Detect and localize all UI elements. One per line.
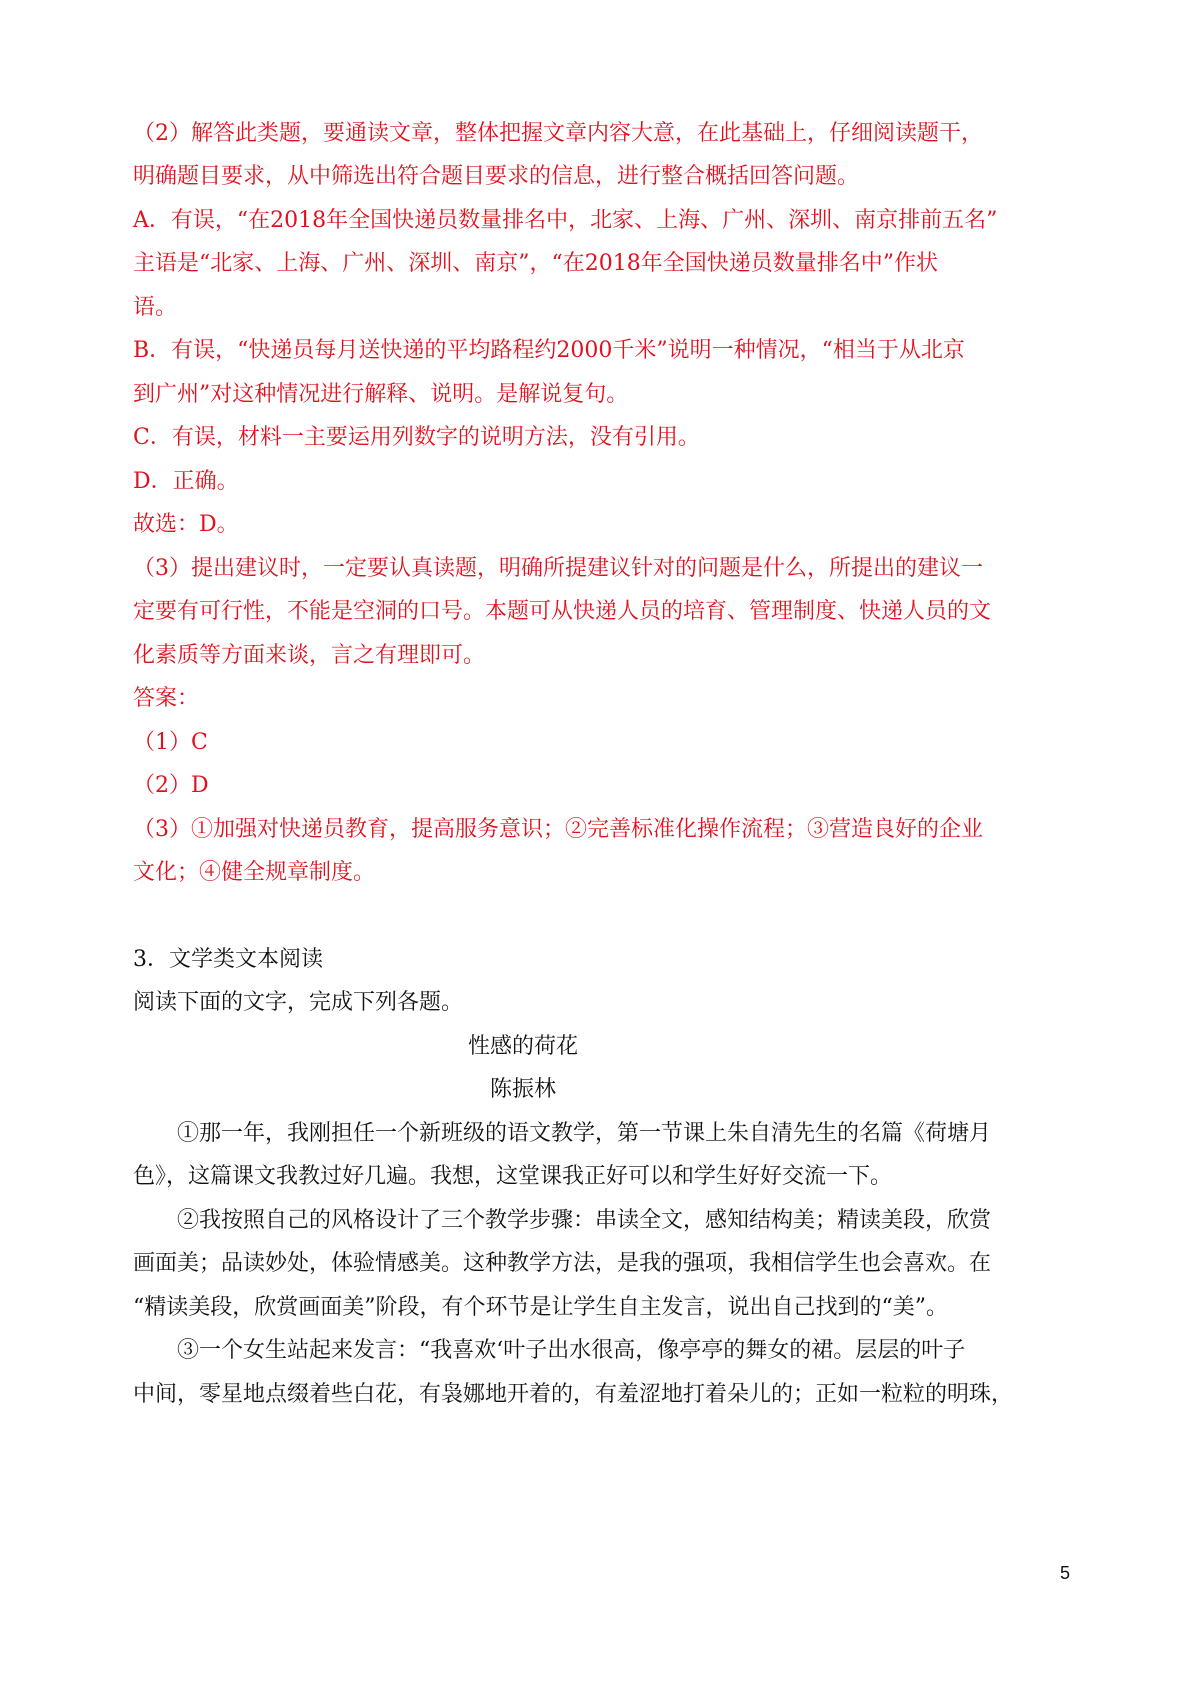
- page-number: 5: [1060, 1563, 1071, 1583]
- essay-title: 性感的荷花: [467, 1034, 578, 1059]
- analysis-q2-line-1: （2）解答此类题，要通读文章，整体把握文章内容大意，在此基础上，仔细阅读题干，: [133, 121, 983, 146]
- analysis-q2-line-2: 明确题目要求，从中筛选出符合题目要求的信息，进行整合概括回答问题。: [133, 164, 860, 189]
- essay-para-2-line-2: 画面美；品读妙处，体验情感美。这种教学方法，是我的强项，我相信学生也会喜欢。在: [133, 1251, 992, 1276]
- analysis-option-b-line-1: B．有误，“快递员每月送快递的平均路程约2000千米”说明一种情况，“相当于从北京: [133, 338, 965, 363]
- essay-para-1-line-2: 色》，这篇课文我教过好几遍。我想，这堂课我正好可以和学生好好交流一下。: [133, 1164, 893, 1189]
- analysis-option-a-line-1: A．有误，“在2018年全国快递员数量排名中，北家、上海、广州、深圳、南京排前五名”: [133, 208, 998, 233]
- analysis-choice: 故选：D。: [133, 512, 239, 537]
- answers-heading: 答案：: [133, 686, 200, 711]
- essay-author: 陈振林: [489, 1077, 556, 1102]
- essay-para-2-line-3: “精读美段，欣赏画面美”阶段，有个环节是让学生自主发言，说出自己找到的“美”。: [133, 1295, 948, 1320]
- answer-1: （1）C: [133, 730, 208, 755]
- essay-para-3-line-1: ③一个女生站起来发言：“我喜欢‘叶子出水很高，像亭亭的舞女的裙。层层的叶子: [133, 1338, 966, 1363]
- answer-3-line-1: （3）①加强对快递员教育，提高服务意识；②完善标准化操作流程；③营造良好的企业: [133, 817, 983, 842]
- analysis-option-a-line-2: 主语是“北家、上海、广州、深圳、南京”，“在2018年全国快递员数量排名中”作状: [133, 251, 938, 276]
- answer-3-line-2: 文化；④健全规章制度。: [133, 860, 376, 885]
- analysis-q3-line-1: （3）提出建议时，一定要认真读题，明确所提建议针对的问题是什么，所提出的建议一: [133, 556, 983, 581]
- analysis-q3-line-3: 化素质等方面来谈，言之有理即可。: [133, 643, 486, 668]
- essay-para-2-line-1: ②我按照自己的风格设计了三个教学步骤：串读全文，感知结构美；精读美段，欣赏: [133, 1208, 992, 1233]
- analysis-option-d: D．正确。: [133, 469, 239, 494]
- analysis-option-a-line-3: 语。: [133, 295, 178, 320]
- section-3-instruction: 阅读下面的文字，完成下列各题。: [133, 990, 464, 1015]
- analysis-option-c: C．有误，材料一主要运用列数字的说明方法，没有引用。: [133, 425, 700, 450]
- essay-para-1-line-1: ①那一年，我刚担任一个新班级的语文教学，第一节课上朱自清先生的名篇《荷塘月: [133, 1121, 992, 1146]
- analysis-option-b-line-2: 到广州”对这种情况进行解释、说明。是解说复句。: [133, 382, 629, 407]
- essay-para-3-line-2: 中间，零星地点缀着些白花，有袅娜地开着的，有羞涩地打着朵儿的；正如一粒粒的明珠，: [133, 1382, 1014, 1407]
- analysis-q3-line-2: 定要有可行性，不能是空洞的口号。本题可从快递人员的培育、管理制度、快递人员的文: [133, 599, 992, 624]
- answer-2: （2）D: [133, 773, 209, 798]
- section-3-heading: 3．文学类文本阅读: [133, 947, 323, 972]
